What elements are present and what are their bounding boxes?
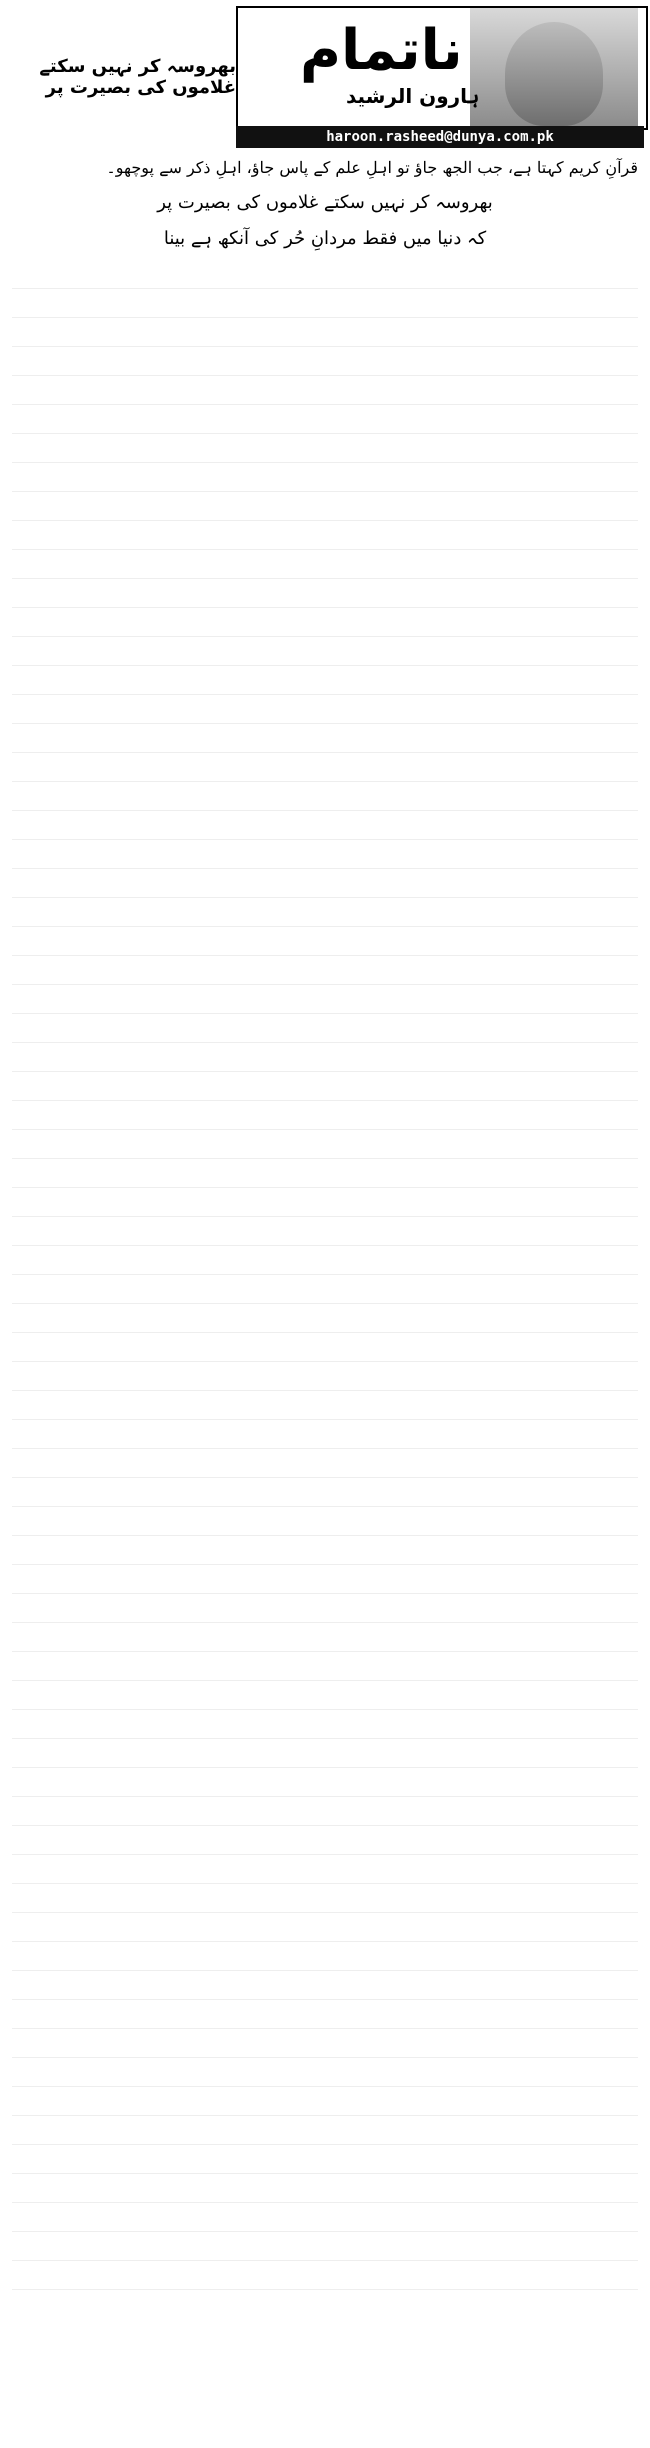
placeholder-line — [12, 2087, 638, 2116]
placeholder-line — [12, 2116, 638, 2145]
placeholder-line — [12, 1913, 638, 1942]
placeholder-line — [12, 2000, 638, 2029]
placeholder-line — [12, 2261, 638, 2290]
placeholder-line — [12, 1304, 638, 1333]
article-body — [12, 154, 638, 2290]
poem-line: بھروسہ کر نہیں سکتے غلاموں کی بصیرت پر — [157, 192, 493, 213]
placeholder-line — [12, 1391, 638, 1420]
placeholder-line — [12, 1449, 638, 1478]
placeholder-line — [12, 695, 638, 724]
placeholder-line — [12, 2232, 638, 2261]
placeholder-line — [12, 1710, 638, 1739]
placeholder-line — [12, 1768, 638, 1797]
placeholder-line — [12, 1217, 638, 1246]
placeholder-line — [12, 811, 638, 840]
placeholder-line — [12, 1652, 638, 1681]
placeholder-line — [12, 2145, 638, 2174]
placeholder-line — [12, 1855, 638, 1884]
placeholder-line — [12, 1565, 638, 1594]
placeholder-line — [12, 1130, 638, 1159]
placeholder-line — [12, 1333, 638, 1362]
placeholder-line — [12, 550, 638, 579]
placeholder-line — [12, 1971, 638, 2000]
placeholder-line — [12, 1623, 638, 1652]
placeholder-line — [12, 1536, 638, 1565]
placeholder-line — [12, 1826, 638, 1855]
placeholder-line — [12, 753, 638, 782]
placeholder-line — [12, 1420, 638, 1449]
placeholder-line — [12, 666, 638, 695]
placeholder-line — [12, 260, 638, 289]
author-email: haroon.rasheed@dunya.com.pk — [236, 126, 644, 148]
placeholder-line — [12, 1188, 638, 1217]
placeholder-line — [12, 463, 638, 492]
placeholder-line — [12, 608, 638, 637]
placeholder-line — [12, 1014, 638, 1043]
body-placeholders — [12, 260, 638, 2290]
placeholder-line — [12, 2174, 638, 2203]
placeholder-line — [12, 1797, 638, 1826]
placeholder-line — [12, 898, 638, 927]
column-header — [0, 0, 650, 148]
placeholder-line — [12, 724, 638, 753]
placeholder-line — [12, 376, 638, 405]
placeholder-line — [12, 1362, 638, 1391]
placeholder-line — [12, 521, 638, 550]
placeholder-line — [12, 1942, 638, 1971]
placeholder-line — [12, 637, 638, 666]
placeholder-line — [12, 579, 638, 608]
body-line: قرآنِ کریم کہتا ہے، جب الجھ جاؤ تو اہلِ علم کے پاس جاؤ، اہلِ ذکر سے پوچھو۔ — [106, 158, 638, 177]
placeholder-line — [12, 405, 638, 434]
placeholder-line — [12, 318, 638, 347]
placeholder-line — [12, 1884, 638, 1913]
placeholder-line — [12, 492, 638, 521]
placeholder-line — [12, 1594, 638, 1623]
placeholder-line — [12, 1275, 638, 1304]
headline: بھروسہ کر نہیں سکتے غلاموں کی بصیرت پر — [39, 56, 236, 98]
placeholder-line — [12, 1681, 638, 1710]
author-portrait — [470, 8, 638, 126]
placeholder-line — [12, 869, 638, 898]
placeholder-line — [12, 1043, 638, 1072]
placeholder-line — [12, 1739, 638, 1768]
placeholder-line — [12, 1507, 638, 1536]
placeholder-line — [12, 840, 638, 869]
placeholder-line — [12, 1159, 638, 1188]
author-face — [505, 22, 603, 126]
placeholder-line — [12, 985, 638, 1014]
placeholder-line — [12, 956, 638, 985]
placeholder-line — [12, 347, 638, 376]
placeholder-line — [12, 289, 638, 318]
placeholder-line — [12, 1478, 638, 1507]
placeholder-line — [12, 434, 638, 463]
placeholder-line — [12, 927, 638, 956]
poem-line: کہ دنیا میں فقط مردانِ حُر کی آنکھ ہے بینا — [163, 228, 487, 249]
placeholder-line — [12, 1072, 638, 1101]
author-name: ہارون الرشید — [346, 84, 480, 108]
placeholder-line — [12, 2029, 638, 2058]
placeholder-line — [12, 2058, 638, 2087]
placeholder-line — [12, 2203, 638, 2232]
column-title: ناتمام — [300, 18, 463, 83]
placeholder-line — [12, 782, 638, 811]
placeholder-line — [12, 1246, 638, 1275]
placeholder-line — [12, 1101, 638, 1130]
